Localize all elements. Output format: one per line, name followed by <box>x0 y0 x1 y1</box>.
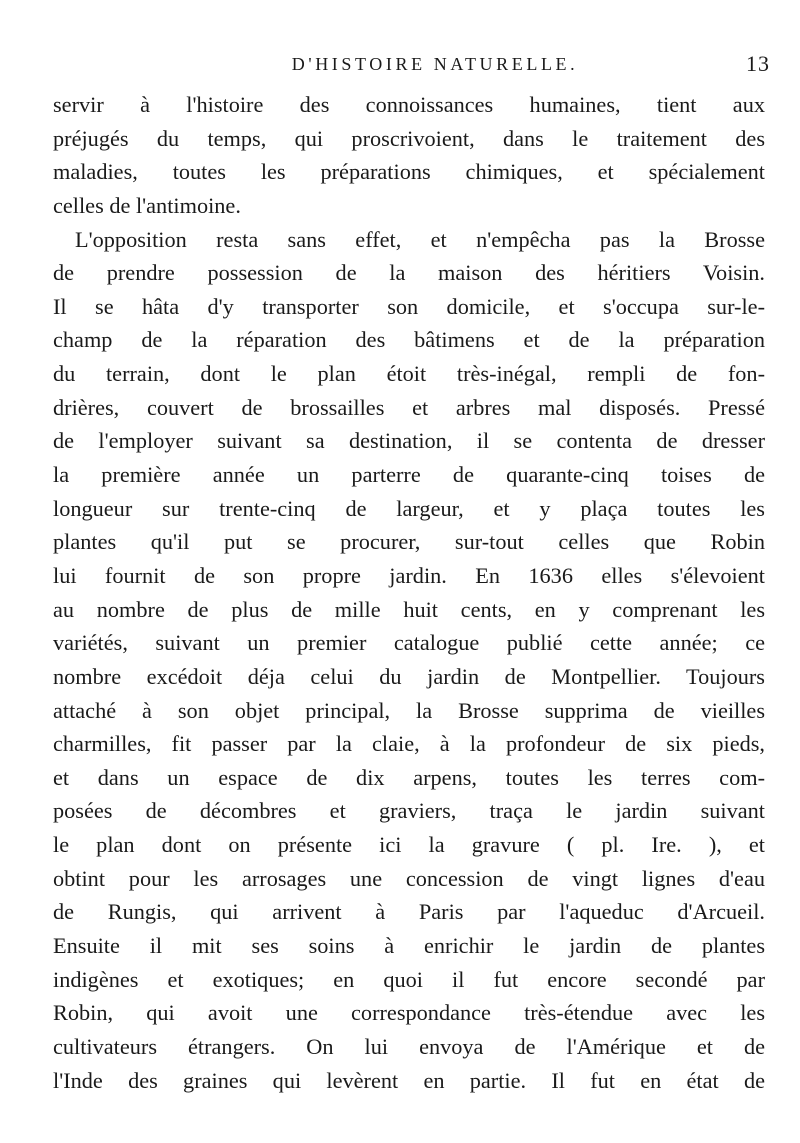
text-line: au nombre de plus de mille huit cents, en y comprenant les <box>53 596 765 622</box>
text-line: Il se hâta d'y transporter son domicile, et s'occupa sur-le- <box>53 293 765 319</box>
body-text <box>53 88 765 1097</box>
text-line: Robin, qui avoit une correspondance très-étendue avec les <box>53 1000 765 1026</box>
text-line: servir à l'histoire des connoissances humaines, tient aux <box>53 92 765 117</box>
text-line: charmilles, fit passer par la claie, à la profondeur de six pieds, <box>53 731 765 757</box>
text-line: du terrain, dont le plan étoit très-inégal, rempli de fon- <box>53 361 765 387</box>
running-head <box>40 48 770 80</box>
text-line: celles de l'antimoine. <box>53 192 241 218</box>
text-line: champ de la réparation des bâtimens et de la préparation <box>53 327 765 353</box>
text-line: lui fournit de son propre jardin. En 1636 elles s'élevoient <box>53 562 765 588</box>
text-line: plantes qu'il put se procurer, sur-tout celles que Robin <box>53 529 765 555</box>
text-line: L'opposition resta sans effet, et n'empêcha pas la Brosse <box>75 226 765 252</box>
text-line: longueur sur trente-cinq de largeur, et y plaça toutes les <box>53 495 765 521</box>
text-line: la première année un parterre de quarante-cinq toises de <box>53 462 765 488</box>
text-line: le plan dont on présente ici la gravure ( pl. Ire. ), et <box>53 832 765 858</box>
text-line: de prendre possession de la maison des héritiers Voisin. <box>53 260 765 286</box>
text-line: variétés, suivant un premier catalogue publié cette année; ce <box>53 630 765 656</box>
running-title: D'HISTOIRE NATURELLE. <box>291 54 579 74</box>
text-line: nombre excédoit déja celui du jardin de Montpellier. Toujours <box>53 663 765 689</box>
text-line: indigènes et exotiques; en quoi il fut encore secondé par <box>53 966 765 992</box>
text-line: attaché à son objet principal, la Brosse supprima de vieilles <box>53 697 765 723</box>
text-line: obtint pour les arrosages une concession de vingt lignes d'eau <box>53 865 765 891</box>
text-line: cultivateurs étrangers. On lui envoya de l'Amérique et de <box>53 1033 765 1059</box>
page-number: 13 <box>746 51 770 76</box>
text-line: et dans un espace de dix arpens, toutes les terres com- <box>53 764 765 790</box>
text-line: drières, couvert de brossailles et arbres mal disposés. Pressé <box>53 394 765 420</box>
text-line: maladies, toutes les préparations chimiques, et spécialement <box>53 159 765 185</box>
text-line: Ensuite il mit ses soins à enrichir le jardin de plantes <box>53 933 765 959</box>
text-line: de l'employer suivant sa destination, il se contenta de dresser <box>53 428 765 454</box>
text-line: de Rungis, qui arrivent à Paris par l'aqueduc d'Arcueil. <box>53 899 765 925</box>
text-line: posées de décombres et graviers, traça le jardin suivant <box>53 798 765 824</box>
text-line: préjugés du temps, qui proscrivoient, dans le traitement des <box>53 125 765 151</box>
text-line: l'Inde des graines qui levèrent en partie. Il fut en état de <box>53 1067 765 1093</box>
